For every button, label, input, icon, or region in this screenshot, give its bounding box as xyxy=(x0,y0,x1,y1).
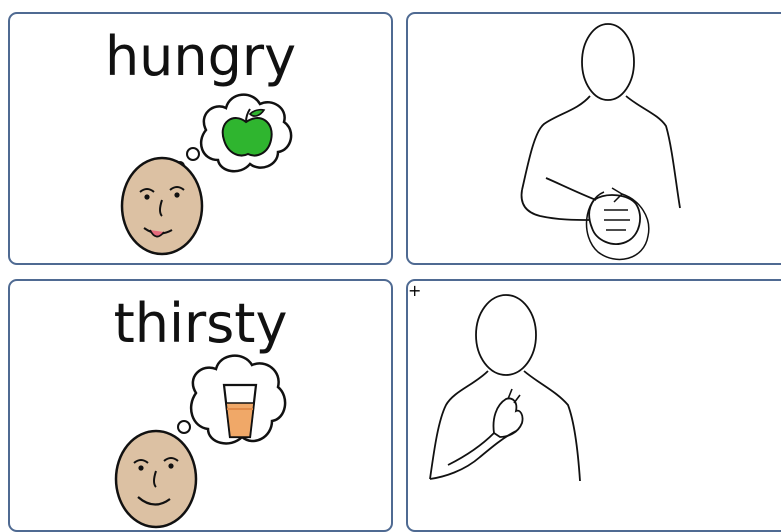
sign-hungry-icon xyxy=(408,14,781,265)
plus-join-label: + xyxy=(408,281,422,300)
word-label-thirsty: thirsty xyxy=(113,292,288,355)
hungry-face-apple-thought-icon xyxy=(10,14,393,265)
card-hungry-sign[interactable] xyxy=(406,12,781,265)
card-thirsty-symbol[interactable] xyxy=(8,279,393,532)
word-label-hungry: hungry xyxy=(104,25,297,88)
card-thirsty-sign[interactable] xyxy=(406,279,781,532)
card-hungry-symbol[interactable] xyxy=(8,12,393,265)
thirsty-face-drink-thought-icon xyxy=(10,281,393,532)
sign-thirsty-icon xyxy=(408,281,781,532)
